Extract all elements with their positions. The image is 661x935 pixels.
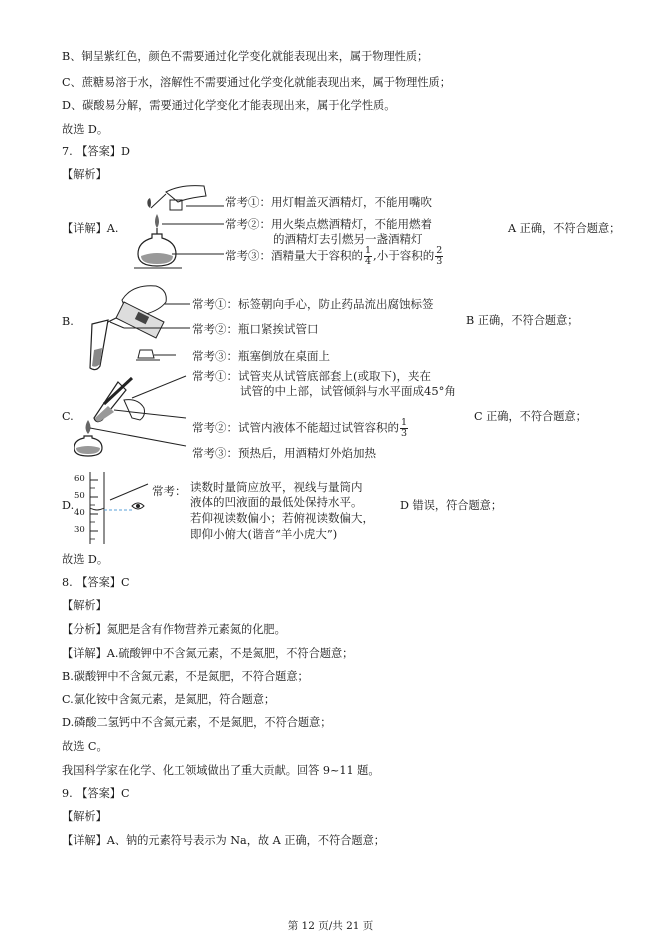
fig-d-conclusion: D 错误，符合题意； [400, 499, 503, 512]
fig-b-annotation-2: 常考②：瓶口紧挨试管口 [192, 322, 319, 336]
fraction-two-thirds: $\frac{2}{3}$ [436, 245, 443, 267]
text-line: D、碳酸易分解，需要通过化学变化才能表现出来，属于化学性质。 [62, 99, 396, 112]
answer-8: 8. 【答案】C [62, 576, 130, 589]
fig-c-annotation-3: 常考③：预热后，用酒精灯外焰加热 [192, 446, 376, 460]
fig-a-annotation-1: 常考①：用灯帽盖灭酒精灯，不能用嘴吹 [225, 195, 432, 209]
fig-d-annotation-3: 若仰视读数偏小；若俯视读数偏大， [190, 511, 374, 525]
tick-label-40: 40 [74, 508, 85, 518]
answer-9: 9. 【答案】C [62, 787, 130, 800]
stopper-icon [136, 346, 176, 368]
fig-b-conclusion: B 正确，不符合题意； [466, 314, 579, 327]
tick-label-50: 50 [74, 491, 85, 501]
fig-a-annotation-2b: 的酒精灯去引燃另一盏酒精灯 [273, 232, 423, 246]
tick-label-60: 60 [74, 474, 85, 484]
fig-b-annotation-3: 常考③：瓶塞倒放在桌面上 [192, 349, 330, 363]
fig-d-annotation-4: 即仰小俯大(谐音“羊小虎大”) [190, 527, 338, 541]
tick-label-30: 30 [74, 525, 85, 535]
fig-c-annotation-1b: 试管的中上部，试管倾斜与水平面成45°角 [240, 384, 456, 398]
analysis-heading: 【解析】 [62, 599, 107, 612]
fig-c-annotation-2 [192, 418, 409, 439]
text-line: D.磷酸二氢钙中不含氮元素，不是氮肥，不符合题意； [62, 716, 332, 729]
fig-c-annotation-1a: 常考①：试管夹从试管底部套上(或取下)，夹在 [192, 369, 431, 383]
fig-a-annotation-2a: 常考②：用火柴点燃酒精灯，不能用燃着 [225, 217, 432, 231]
fig-c-annotation-2a: 常考②：试管内液体不能超过试管容积的 [192, 420, 399, 435]
text-line: B、铜呈紫红色，颜色不需要通过化学变化就能表现出来，属于物理性质； [62, 50, 429, 63]
alcohol-lamp-illustration [126, 180, 226, 272]
fig-a-annotation-3 [225, 246, 444, 267]
text-line: 我国科学家在化学、化工领域做出了重大贡献。回答 9~11 题。 [62, 764, 380, 777]
text-line: 故选 D。 [62, 123, 109, 136]
heating-test-tube-illustration [74, 368, 194, 460]
text-line: 【详解】A、钠的元素符号表示为 Na，故 A 正确，不符合题意； [62, 834, 385, 847]
analysis-heading: 【解析】 [62, 168, 107, 181]
text-line: 【详解】A.硫酸钾中不含氮元素，不是氮肥，不符合题意； [62, 647, 354, 660]
fig-b-annotation-1: 常考①：标签朝向手心，防止药品流出腐蚀标签 [192, 297, 434, 311]
fig-b-label: B. [62, 315, 74, 328]
fig-c-label: C. [62, 410, 74, 423]
fig-a-annotation-3a: 常考③：酒精量大于容积的 [225, 248, 363, 263]
page-footer: 第 12 页/共 21 页 [287, 920, 374, 932]
fig-d-annotation-2: 液体的凹液面的最低处保持水平。 [190, 495, 363, 509]
text-line: 故选 D。 [62, 553, 109, 566]
fig-a-annotation-3b: ,小于容积的 [373, 248, 435, 263]
fraction-one-quarter: $\frac{1}{4}$ [365, 245, 372, 267]
fraction-one-third: $\frac{1}{3}$ [401, 417, 408, 439]
text-line: 故选 C。 [62, 740, 108, 753]
text-line: C、蔗糖易溶于水，溶解性不需要通过化学变化就能表现出来，属于物理性质； [62, 76, 451, 89]
text-line: 【分析】氮肥是含有作物营养元素氮的化肥。 [62, 623, 286, 636]
fig-d-annotation-1: 读数时量筒应放平，视线与量筒内 [190, 480, 363, 494]
analysis-heading: 【解析】 [62, 810, 107, 823]
answer-7: 7. 【答案】D [62, 145, 130, 158]
text-line: C.氯化铵中含氮元素，是氮肥，符合题意； [62, 693, 276, 706]
fig-d-annotation-head: 常考： [152, 484, 187, 498]
fig-a-conclusion: A 正确，不符合题意； [508, 222, 621, 235]
fig-c-conclusion: C 正确，不符合题意； [474, 410, 587, 423]
text-line: B.碳酸钾中不含氮元素，不是氮肥，不符合题意； [62, 670, 309, 683]
fig-a-label: 【详解】A. [62, 222, 119, 235]
fig-d-label: D. [62, 499, 75, 512]
